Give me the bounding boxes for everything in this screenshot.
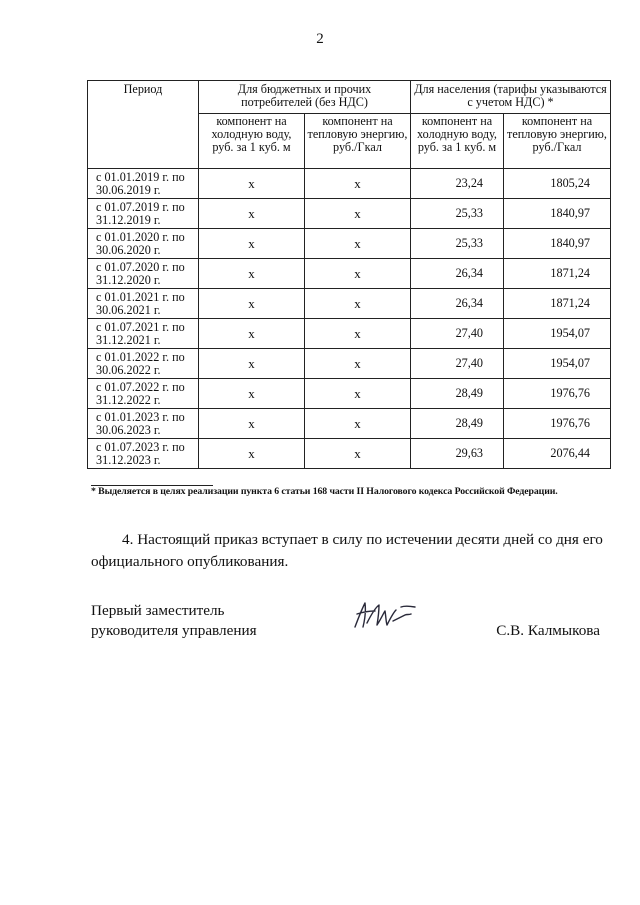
budget-heat-cell: х (305, 319, 411, 349)
period-cell: с 01.01.2022 г. по 30.06.2022 г. (88, 349, 199, 379)
budget-heat-cell: х (305, 229, 411, 259)
population-water-cell: 26,34 (411, 259, 504, 289)
tariff-table (87, 80, 611, 469)
budget-water-cell: х (199, 259, 305, 289)
population-water-cell: 25,33 (411, 199, 504, 229)
signer-name: С.В. Калмыкова (496, 622, 600, 639)
table-row (88, 229, 611, 259)
period-cell: с 01.07.2020 г. по 31.12.2020 г. (88, 259, 199, 289)
table-row (88, 319, 611, 349)
population-heat-cell: 1976,76 (504, 379, 611, 409)
population-heat-cell: 1871,24 (504, 289, 611, 319)
population-water-cell: 28,49 (411, 379, 504, 409)
budget-water-cell: х (199, 439, 305, 469)
header-budget-heat: компонент на тепловую энергию, руб./Гкал (305, 114, 411, 169)
population-heat-cell: 1871,24 (504, 259, 611, 289)
period-cell: с 01.07.2022 г. по 31.12.2022 г. (88, 379, 199, 409)
budget-heat-cell: х (305, 169, 411, 199)
handwritten-signature (349, 597, 429, 633)
population-heat-cell: 1840,97 (504, 199, 611, 229)
population-water-cell: 28,49 (411, 409, 504, 439)
population-heat-cell: 1976,76 (504, 409, 611, 439)
page-number: 2 (316, 31, 324, 47)
population-water-cell: 29,63 (411, 439, 504, 469)
table-row (88, 199, 611, 229)
population-heat-cell: 1805,24 (504, 169, 611, 199)
budget-heat-cell: х (305, 439, 411, 469)
budget-heat-cell: х (305, 289, 411, 319)
table-row (88, 289, 611, 319)
footnote: * Выделяется в целях реализации пункта 6 статьи 168 части II Налогового кодекса Российской Федерации. (91, 486, 558, 497)
table-row (88, 349, 611, 379)
population-water-cell: 23,24 (411, 169, 504, 199)
budget-water-cell: х (199, 289, 305, 319)
header-budget-group: Для бюджетных и прочих потребителей (без НДС) (199, 81, 411, 114)
table-row (88, 379, 611, 409)
budget-heat-cell: х (305, 259, 411, 289)
budget-water-cell: х (199, 229, 305, 259)
signer-title-line-2: руководителя управления (91, 622, 257, 639)
budget-heat-cell: х (305, 379, 411, 409)
header-population-heat: компонент на тепловую энергию, руб./Гкал (504, 114, 611, 169)
period-cell: с 01.07.2023 г. по 31.12.2023 г. (88, 439, 199, 469)
table-row (88, 169, 611, 199)
tariff-table-body (88, 169, 611, 469)
population-water-cell: 26,34 (411, 289, 504, 319)
table-row (88, 409, 611, 439)
order-clause-4: 4. Настоящий приказ вступает в силу по истечении десяти дней со дня его официального опубликования. (91, 531, 603, 570)
signer-title-line-1: Первый заместитель (91, 602, 225, 619)
budget-water-cell: х (199, 349, 305, 379)
header-population-group: Для населения (тарифы указываются с учетом НДС) * (411, 81, 611, 114)
period-cell: с 01.01.2023 г. по 30.06.2023 г. (88, 409, 199, 439)
budget-water-cell: х (199, 199, 305, 229)
header-period: Период (88, 81, 199, 169)
signature-block (91, 601, 610, 641)
signer-title (91, 601, 257, 641)
header-population-water: компонент на холодную воду, руб. за 1 куб. м (411, 114, 504, 169)
budget-water-cell: х (199, 379, 305, 409)
table-row (88, 439, 611, 469)
budget-heat-cell: х (305, 199, 411, 229)
table-row (88, 259, 611, 289)
budget-water-cell: х (199, 409, 305, 439)
budget-heat-cell: х (305, 409, 411, 439)
budget-heat-cell: х (305, 349, 411, 379)
period-cell: с 01.07.2019 г. по 31.12.2019 г. (88, 199, 199, 229)
budget-water-cell: х (199, 169, 305, 199)
population-heat-cell: 2076,44 (504, 439, 611, 469)
population-heat-cell: 1840,97 (504, 229, 611, 259)
period-cell: с 01.07.2021 г. по 31.12.2021 г. (88, 319, 199, 349)
population-heat-cell: 1954,07 (504, 349, 611, 379)
header-budget-water: компонент на холодную воду, руб. за 1 куб. м (199, 114, 305, 169)
population-water-cell: 25,33 (411, 229, 504, 259)
population-water-cell: 27,40 (411, 349, 504, 379)
population-water-cell: 27,40 (411, 319, 504, 349)
period-cell: с 01.01.2021 г. по 30.06.2021 г. (88, 289, 199, 319)
period-cell: с 01.01.2020 г. по 30.06.2020 г. (88, 229, 199, 259)
population-heat-cell: 1954,07 (504, 319, 611, 349)
budget-water-cell: х (199, 319, 305, 349)
period-cell: с 01.01.2019 г. по 30.06.2019 г. (88, 169, 199, 199)
